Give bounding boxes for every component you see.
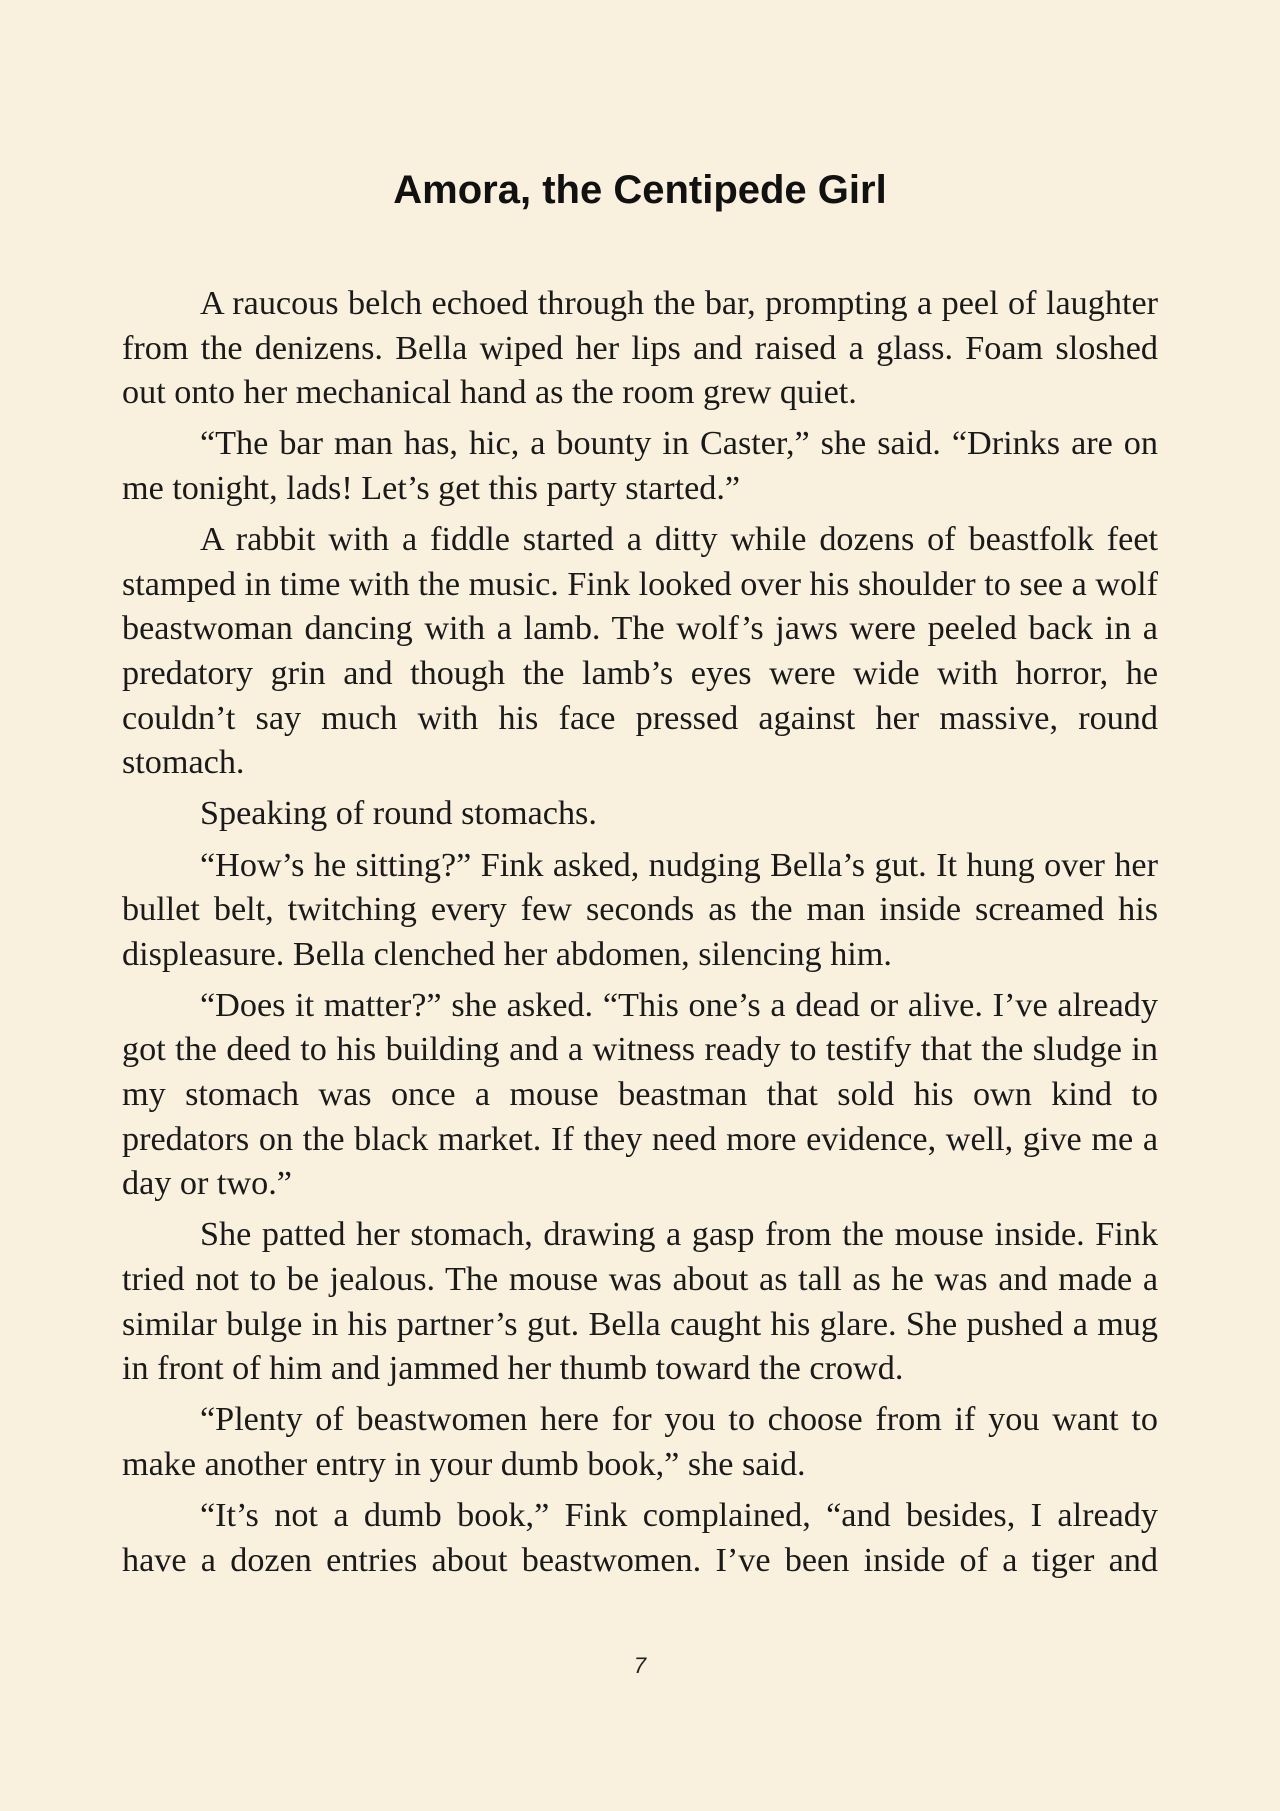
paragraph-6: “Does it matter?” she asked. “This one’s a dead or alive. I’ve already got the deed to his building and a witness ready to testify that the sludge in my stomach was once a mouse beastman that sold his own kind to predators on the black market. If they need more evidence, well, give me a day or two.” (122, 986, 1158, 1203)
paragraph-9: “It’s not a dumb book,” Fink complained, “and besides, I already have a dozen entries about beastwomen. I’ve been inside of a tiger and (122, 1497, 1158, 1579)
paragraph-2: “The bar man has, hic, a bounty in Caster,” she said. “Drinks are on me tonight, lads! Let’s get this party started.” (122, 425, 1158, 507)
chapter-body (122, 282, 1158, 1590)
page-number: 7 (633, 1653, 647, 1678)
paragraph-7: She patted her stomach, drawing a gasp from the mouse inside. Fink tried not to be jealous. The mouse was about as tall as he was and made a similar bulge in his partner’s gut. Bella caught his glare. She pushed a mug in front of him and jammed her thumb toward the crowd. (122, 1216, 1158, 1388)
paragraph-3: A rabbit with a fiddle started a ditty while dozens of beastfolk feet stamped in time with the music. Fink looked over his shoulder to see a wolf beastwoman dancing with a lamb. The wolf’s jaws were peeled back in a predatory grin and though the lamb’s eyes were wide with horror, he couldn’t say much with his face pressed against her massive, round stomach. (122, 521, 1158, 782)
paragraph-8: “Plenty of beastwomen here for you to choose from if you want to make another entry in your dumb book,” she said. (122, 1401, 1158, 1483)
paragraph-4: Speaking of round stomachs. (200, 795, 597, 833)
paragraph-5: “How’s he sitting?” Fink asked, nudging Bella’s gut. It hung over her bullet belt, twitching every few seconds as the man inside screamed his displeasure. Bella clenched her abdomen, silencing him. (122, 846, 1158, 973)
paragraph-1: A raucous belch echoed through the bar, prompting a peel of laughter from the denizens. Bella wiped her lips and raised a glass. Foam sloshed out onto her mechanical hand as the room grew quiet. (122, 285, 1158, 412)
chapter-title: Amora, the Centipede Girl (393, 168, 887, 212)
